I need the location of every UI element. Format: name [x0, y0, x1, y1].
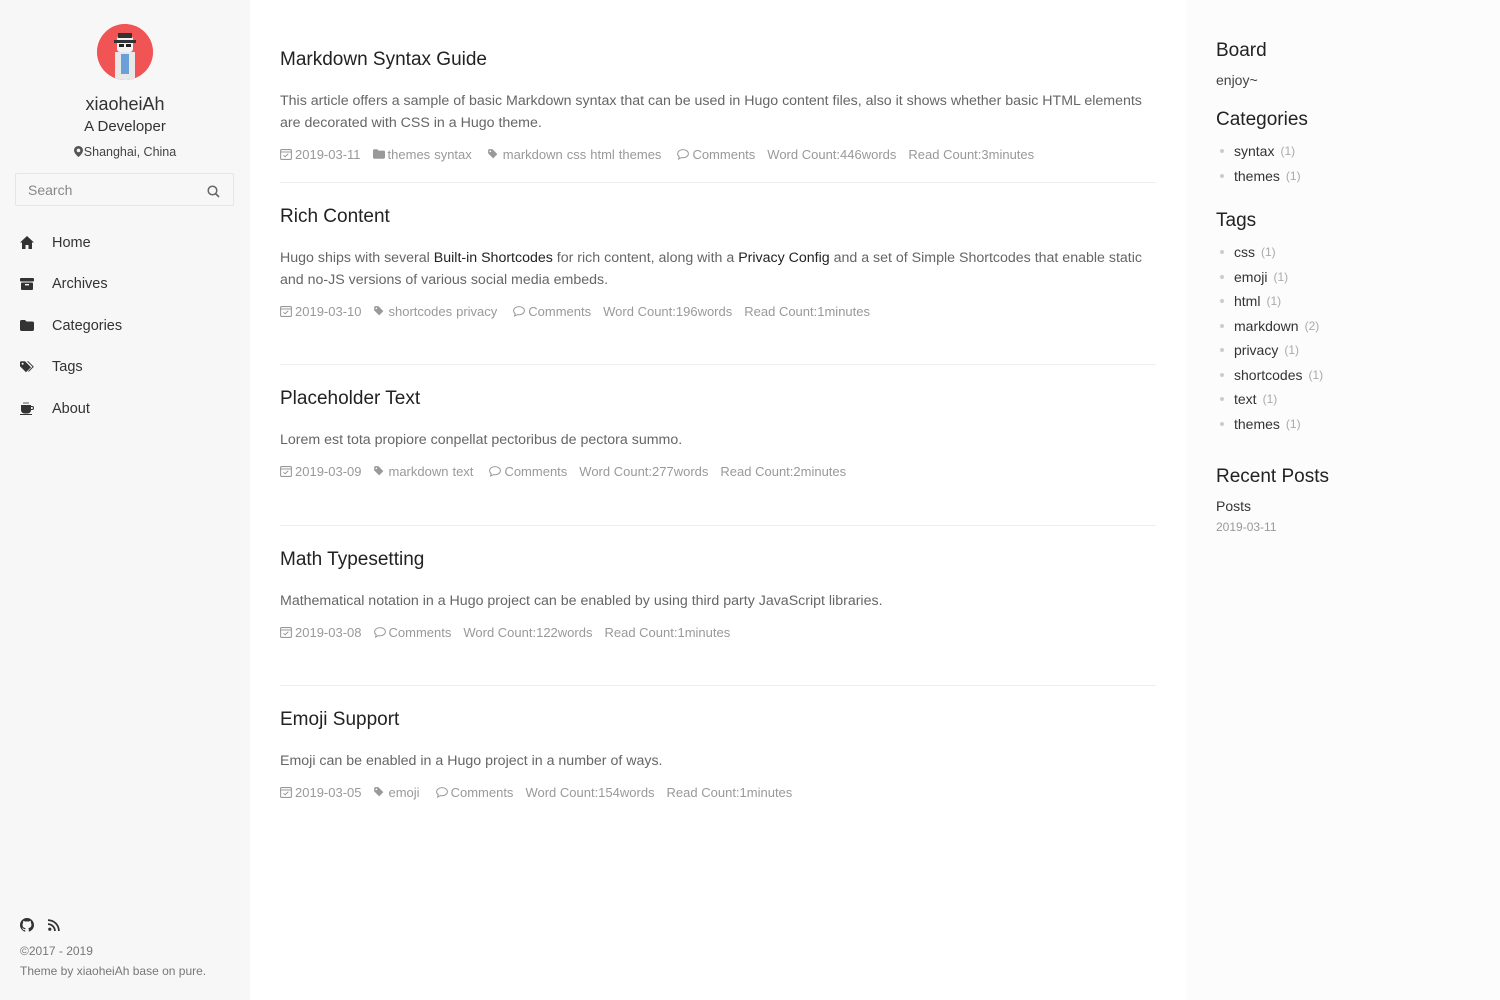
tag-item [1216, 338, 1476, 363]
tag-link[interactable]: privacy [456, 303, 498, 319]
built-in-shortcodes-link[interactable]: Built-in Shortcodes [433, 250, 553, 266]
tag-count: (1) [1284, 343, 1300, 358]
main-nav [0, 222, 250, 430]
tag-item [1216, 240, 1476, 265]
category-link[interactable]: themes [1234, 167, 1280, 184]
search-input[interactable] [16, 174, 233, 205]
post-comments[interactable] [489, 464, 567, 479]
tag-count: (1) [1261, 245, 1276, 260]
social-links [20, 918, 240, 936]
tag-link[interactable]: markdown [388, 463, 449, 479]
tag-link[interactable]: html [590, 146, 615, 162]
theme-credit: Theme by xiaoheiAh base on pure. [20, 964, 207, 978]
post-date-text: 2019-03-09 [295, 463, 362, 479]
nav-label-archives: Archives [52, 276, 108, 293]
post-summary: Emoji can be enabled in a Hugo project in a number of ways. [280, 753, 663, 769]
author-name: xiaoheiAh [85, 94, 165, 114]
archive-icon [20, 278, 52, 290]
recent-post-date: 2019-03-11 [1216, 520, 1277, 534]
tag-icon [374, 787, 386, 797]
post-date [280, 147, 361, 162]
comment-icon [677, 149, 689, 160]
map-marker-icon [74, 146, 83, 157]
word-count: Word Count:277words [579, 463, 709, 479]
tag-link[interactable]: text [452, 463, 474, 479]
post-meta [280, 301, 1156, 321]
tag-link[interactable]: themes [618, 146, 662, 162]
tag-link[interactable]: html [1234, 293, 1261, 310]
tag-link[interactable]: shortcodes [1234, 366, 1303, 383]
bullet [1220, 250, 1224, 254]
tags-widget [1216, 210, 1476, 436]
post-date-text: 2019-03-05 [295, 784, 362, 800]
post-meta [280, 782, 1156, 802]
home-icon [20, 236, 52, 249]
category-count: (1) [1285, 168, 1301, 183]
post-item [280, 48, 1156, 183]
tag-count: (1) [1266, 294, 1282, 309]
post-list [280, 40, 1156, 838]
tag-count: (2) [1304, 318, 1320, 333]
tag-item [1216, 289, 1476, 314]
tag-item [1216, 387, 1476, 412]
post-summary: Lorem est tota propiore conpellat pectoribus de pectora summo. [280, 432, 683, 448]
post-title[interactable]: Emoji Support [280, 709, 400, 730]
bullet [1220, 324, 1224, 328]
post-tags [488, 147, 666, 162]
rss-link[interactable] [48, 918, 60, 936]
folder-icon [20, 320, 52, 331]
post-comments[interactable] [513, 304, 591, 319]
tag-item [1216, 363, 1476, 388]
calendar-icon [280, 786, 292, 798]
word-count: Word Count:154words [525, 784, 655, 800]
categories-list [1216, 139, 1476, 188]
post-item [280, 205, 1156, 365]
bullet [1220, 174, 1224, 178]
tag-link[interactable]: text [1234, 391, 1257, 408]
nav-item-categories[interactable] [0, 305, 250, 347]
tag-icon [374, 466, 386, 476]
tag-link[interactable]: markdown [1234, 317, 1299, 334]
read-count: Read Count:2minutes [720, 463, 847, 479]
tag-count: (1) [1273, 269, 1289, 284]
tag-link[interactable]: markdown [502, 146, 563, 162]
post-tags [374, 464, 478, 479]
word-count: Word Count:196words [603, 303, 733, 319]
categories-title: Categories [1216, 109, 1308, 130]
category-item [1216, 164, 1476, 189]
tag-link[interactable]: emoji [1234, 268, 1268, 285]
tag-item [1216, 314, 1476, 339]
nav-label-tags: Tags [52, 359, 83, 376]
post-date [280, 464, 362, 479]
category-link[interactable]: themes [387, 146, 431, 162]
post-item [280, 548, 1156, 686]
comment-icon [436, 787, 448, 798]
nav-label-about: About [52, 400, 90, 417]
rss-icon [48, 919, 60, 931]
comments-label: Comments [528, 303, 592, 319]
recent-posts-widget [1216, 466, 1476, 534]
calendar-icon [280, 305, 292, 317]
post-summary: Mathematical notation in a Hugo project can be enabled by using third party JavaScript libraries. [280, 593, 883, 609]
author-location [0, 145, 250, 159]
post-title[interactable]: Placeholder Text [280, 388, 421, 409]
tags-list [1216, 240, 1476, 436]
post-comments[interactable] [374, 625, 452, 640]
nav-item-archives[interactable] [0, 264, 250, 306]
tag-item [1216, 265, 1476, 290]
comments-label: Comments [692, 146, 756, 162]
read-count: Read Count:1minutes [744, 303, 870, 319]
category-count: (1) [1280, 144, 1296, 159]
tag-count: (1) [1285, 416, 1301, 431]
board-title: Board [1216, 40, 1267, 61]
post-tags [374, 304, 502, 319]
avatar[interactable] [97, 24, 153, 80]
read-count: Read Count:3minutes [908, 146, 1035, 162]
tag-icon [374, 306, 386, 316]
read-count: Read Count:1minutes [666, 784, 793, 800]
calendar-icon [280, 148, 292, 160]
nav-label-categories: Categories [52, 317, 123, 334]
tag-link[interactable]: emoji [388, 784, 420, 800]
tag-link[interactable]: css [1234, 244, 1255, 261]
post-item [280, 708, 1156, 838]
post-summary [280, 247, 1156, 291]
comment-icon [374, 627, 386, 638]
tag-icon [488, 149, 500, 159]
bullet [1220, 299, 1224, 303]
tag-item [1216, 412, 1476, 437]
bullet [1220, 348, 1224, 352]
word-count: Word Count:122words [463, 624, 593, 640]
summary-text: Hugo ships with several [280, 250, 434, 266]
search-box [15, 173, 234, 206]
bullet [1220, 397, 1224, 401]
category-link[interactable]: syntax [1234, 143, 1275, 160]
tag-count: (1) [1308, 367, 1324, 382]
bullet [1220, 149, 1224, 153]
post-item [280, 387, 1156, 526]
copyright: ©2017 - 2019 [20, 944, 93, 958]
summary-text: for rich content, along with a [552, 250, 739, 266]
category-item [1216, 139, 1476, 164]
recent-posts-title: Recent Posts [1216, 466, 1329, 487]
board-text: enjoy~ [1216, 72, 1258, 88]
bullet [1220, 373, 1224, 377]
comments-label: Comments [450, 784, 514, 800]
comments-label: Comments [504, 463, 568, 479]
author-location-text: Shanghai, China [83, 145, 177, 159]
post-summary: This article offers a sample of basic Markdown syntax that can be used in Hugo content files, also it shows whether basic HTML elements are decorated with CSS in a Hugo theme. [280, 93, 1142, 131]
post-comments[interactable] [677, 147, 755, 162]
comment-icon [489, 466, 501, 477]
calendar-icon [280, 626, 292, 638]
bullet [1220, 422, 1224, 426]
comments-label: Comments [388, 624, 452, 640]
bullet [1220, 275, 1224, 279]
post-date-text: 2019-03-11 [295, 146, 361, 162]
post-meta [280, 622, 1156, 642]
post-date [280, 304, 362, 319]
nav-label-home: Home [52, 234, 91, 251]
calendar-icon [280, 465, 292, 477]
tag-link[interactable]: shortcodes [388, 303, 453, 319]
github-icon [20, 918, 34, 932]
github-link[interactable] [20, 918, 34, 937]
right-sidebar [1186, 0, 1500, 1000]
post-meta [280, 144, 1156, 164]
left-sidebar [0, 0, 250, 1000]
post-date [280, 625, 362, 640]
board-widget [1216, 40, 1476, 88]
post-title[interactable]: Rich Content [280, 206, 390, 227]
nav-item-tags[interactable] [0, 347, 250, 389]
avatar-image [97, 24, 153, 80]
tag-link[interactable]: privacy [1234, 342, 1279, 359]
post-meta [280, 461, 1156, 481]
tag-link[interactable]: themes [1234, 415, 1280, 432]
post-date-text: 2019-03-10 [295, 303, 362, 319]
sidebar-footer [20, 918, 240, 978]
categories-widget [1216, 109, 1476, 188]
category-link[interactable]: syntax [434, 146, 472, 162]
read-count: Read Count:1minutes [604, 624, 731, 640]
post-date-text: 2019-03-08 [295, 624, 362, 640]
post-tags [374, 785, 424, 800]
coffee-icon [20, 402, 52, 415]
post-categories [373, 147, 476, 162]
nav-item-home[interactable] [0, 222, 250, 264]
word-count: Word Count:446words [767, 146, 897, 162]
post-comments[interactable] [436, 785, 514, 800]
tags-title: Tags [1216, 210, 1257, 231]
search-icon[interactable] [207, 185, 220, 198]
post-title[interactable]: Markdown Syntax Guide [280, 49, 487, 70]
nav-item-about[interactable] [0, 388, 250, 430]
author-bio: A Developer [84, 118, 166, 135]
privacy-config-link[interactable]: Privacy Config [738, 250, 830, 266]
tags-icon [20, 361, 52, 373]
tag-link[interactable]: css [566, 146, 587, 162]
recent-post-link[interactable]: Posts [1216, 498, 1252, 514]
post-title[interactable]: Math Typesetting [280, 549, 425, 570]
summary-text: and a set of Simple Shortcodes that enable static and no-JS versions of various social media embeds. [280, 250, 1142, 288]
folder-icon [373, 149, 385, 159]
tag-count: (1) [1262, 392, 1278, 407]
post-date [280, 785, 362, 800]
comment-icon [513, 306, 525, 317]
